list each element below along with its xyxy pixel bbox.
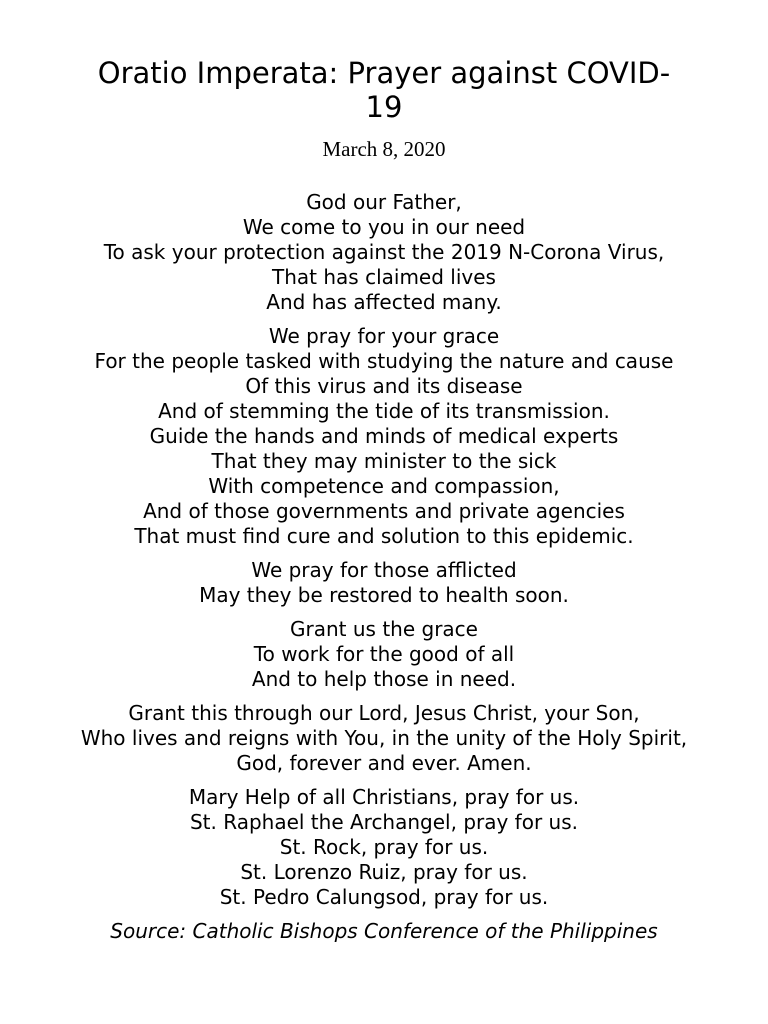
title-line-1: Oratio Imperata: Prayer against COVID-: [97, 56, 671, 90]
stanza-afflicted: [0, 558, 768, 608]
stanza-doxology: [0, 701, 768, 776]
prayer-line: We pray for those afflicted: [251, 558, 517, 582]
prayer-line: And has affected many.: [266, 290, 502, 314]
source-citation: Source: Catholic Bishops Conference of the Philippines: [110, 919, 658, 943]
stanza-grant-grace: [0, 617, 768, 692]
stanza-intercessions: [0, 785, 768, 910]
prayer-line: Of this virus and its disease: [245, 374, 523, 398]
prayer-line: And of stemming the tide of its transmission.: [158, 399, 610, 423]
prayer-line: St. Rock, pray for us.: [279, 835, 489, 859]
page-title: [40, 56, 728, 124]
stanza-grace: [0, 324, 768, 549]
prayer-line: That must find cure and solution to this epidemic.: [134, 524, 634, 548]
prayer-line: We come to you in our need: [242, 215, 526, 239]
prayer-line: May they be restored to health soon.: [199, 583, 569, 607]
prayer-line: St. Pedro Calungsod, pray for us.: [219, 885, 549, 909]
prayer-line: We pray for your grace: [268, 324, 500, 348]
prayer-line: And of those governments and private agencies: [143, 499, 625, 523]
prayer-line: To work for the good of all: [253, 642, 515, 666]
prayer-line: That has claimed lives: [272, 265, 496, 289]
stanza-opening: [0, 190, 768, 315]
document-date: March 8, 2020: [322, 137, 446, 161]
prayer-line: God, forever and ever. Amen.: [236, 751, 532, 775]
prayer-line: For the people tasked with studying the nature and cause: [94, 349, 674, 373]
prayer-line: Grant this through our Lord, Jesus Christ, your Son,: [128, 701, 640, 725]
prayer-line: Mary Help of all Christians, pray for us.: [188, 785, 580, 809]
prayer-line: Who lives and reigns with You, in the unity of the Holy Spirit,: [80, 726, 688, 750]
prayer-body: [0, 190, 768, 944]
prayer-line: Guide the hands and minds of medical experts: [149, 424, 619, 448]
prayer-line: God our Father,: [306, 190, 462, 214]
title-line-2: 19: [365, 90, 403, 124]
prayer-line: St. Raphael the Archangel, pray for us.: [189, 810, 578, 834]
prayer-line: That they may minister to the sick: [211, 449, 557, 473]
prayer-line: St. Lorenzo Ruiz, pray for us.: [240, 860, 528, 884]
prayer-line: Grant us the grace: [290, 617, 478, 641]
prayer-line: With competence and compassion,: [208, 474, 560, 498]
prayer-line: To ask your protection against the 2019 N-Corona Virus,: [103, 240, 665, 264]
prayer-line: And to help those in need.: [251, 667, 517, 691]
